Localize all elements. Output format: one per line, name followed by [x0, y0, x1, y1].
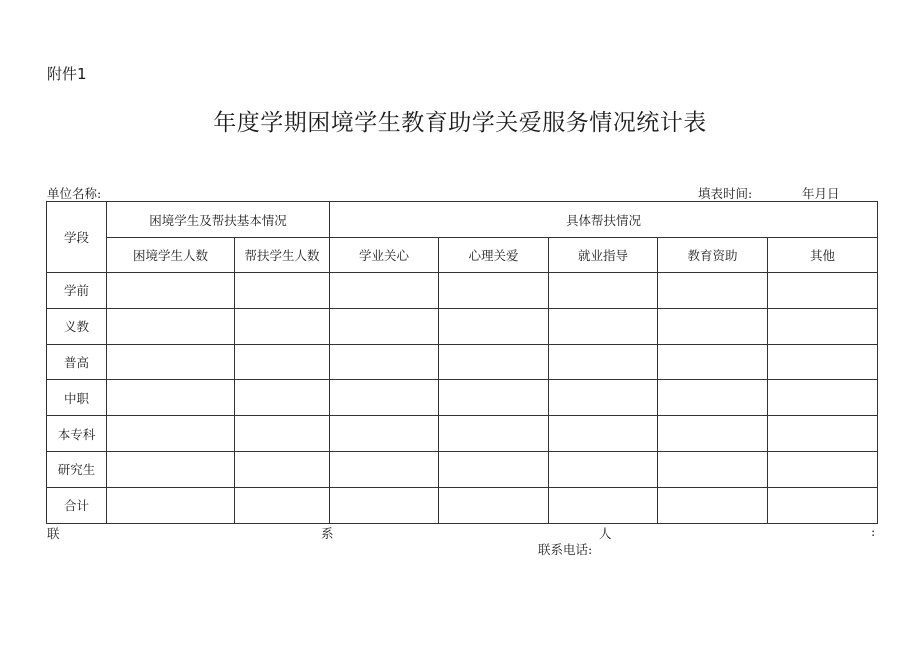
row-label: 中职: [47, 380, 107, 416]
unit-name-label: 单位名称:: [47, 186, 102, 201]
table-cell[interactable]: [768, 451, 878, 487]
table-cell[interactable]: [549, 273, 658, 309]
table-cell[interactable]: [549, 451, 658, 487]
row-label: 普高: [47, 344, 107, 380]
table-cell[interactable]: [107, 308, 235, 344]
table-row: [47, 487, 878, 523]
row-label: 学前: [47, 273, 107, 309]
table-row: [47, 308, 878, 344]
row-label: 本专科: [47, 416, 107, 452]
row-label: 研究生: [47, 451, 107, 487]
header-row-2: [47, 238, 878, 273]
table-cell[interactable]: [330, 308, 439, 344]
table-cell[interactable]: [658, 380, 768, 416]
table-cell[interactable]: [235, 416, 330, 452]
table-cell[interactable]: [768, 487, 878, 523]
table-cell[interactable]: [235, 380, 330, 416]
table-cell[interactable]: [768, 308, 878, 344]
table-cell[interactable]: [549, 416, 658, 452]
fill-time-label: 填表时间:: [698, 186, 753, 201]
table-row: [47, 273, 878, 309]
table-cell[interactable]: [549, 308, 658, 344]
table-cell[interactable]: [235, 344, 330, 380]
header-row-1: [47, 202, 878, 238]
table-row: [47, 416, 878, 452]
table-cell[interactable]: [768, 416, 878, 452]
table-cell[interactable]: [235, 308, 330, 344]
table-cell[interactable]: [439, 380, 549, 416]
row-label: 合计: [47, 487, 107, 523]
column-header: 就业指导: [549, 238, 658, 273]
table-cell[interactable]: [107, 273, 235, 309]
contact-char: :: [871, 524, 876, 539]
table-row: [47, 451, 878, 487]
column-header: 教育资助: [658, 238, 768, 273]
table-cell[interactable]: [439, 451, 549, 487]
column-header: 其他: [768, 238, 878, 273]
table-row: [47, 380, 878, 416]
table-cell[interactable]: [658, 273, 768, 309]
table-cell[interactable]: [658, 451, 768, 487]
table-cell[interactable]: [549, 380, 658, 416]
table-cell[interactable]: [330, 416, 439, 452]
table-cell[interactable]: [235, 451, 330, 487]
table-cell[interactable]: [439, 487, 549, 523]
page-title: 年度学期困境学生教育助学关爱服务情况统计表: [213, 110, 707, 136]
table-cell[interactable]: [439, 416, 549, 452]
stage-header: 学段: [47, 202, 107, 273]
table-cell[interactable]: [658, 416, 768, 452]
contact-person-line: [47, 524, 880, 540]
contact-char: 系: [321, 526, 334, 541]
table-cell[interactable]: [658, 344, 768, 380]
contact-char: 联: [47, 526, 60, 541]
contact-phone-label: 联系电话:: [538, 542, 593, 557]
table-cell[interactable]: [107, 487, 235, 523]
table-cell[interactable]: [549, 344, 658, 380]
date-label: 年月日: [802, 186, 840, 201]
table-cell[interactable]: [768, 273, 878, 309]
table-cell[interactable]: [658, 487, 768, 523]
table-cell[interactable]: [768, 380, 878, 416]
table-cell[interactable]: [107, 344, 235, 380]
table-cell[interactable]: [235, 487, 330, 523]
column-header: 学业关心: [330, 238, 439, 273]
statistics-table: [46, 201, 878, 524]
table-cell[interactable]: [658, 308, 768, 344]
table-cell[interactable]: [439, 308, 549, 344]
attachment-label: 附件1: [47, 65, 87, 83]
table-cell[interactable]: [330, 380, 439, 416]
group-header-specific: 具体帮扶情况: [330, 202, 878, 238]
row-label: 义教: [47, 308, 107, 344]
column-header: 心理关爱: [439, 238, 549, 273]
table-cell[interactable]: [107, 451, 235, 487]
table-cell[interactable]: [549, 487, 658, 523]
group-header-basic: 困境学生及帮扶基本情况: [107, 202, 330, 238]
column-header: 困境学生人数: [107, 238, 235, 273]
table-cell[interactable]: [768, 344, 878, 380]
column-header: 帮扶学生人数: [235, 238, 330, 273]
table-cell[interactable]: [330, 451, 439, 487]
table-cell[interactable]: [439, 273, 549, 309]
table-cell[interactable]: [439, 344, 549, 380]
table-cell[interactable]: [330, 487, 439, 523]
table-cell[interactable]: [330, 273, 439, 309]
table-row: [47, 344, 878, 380]
table-cell[interactable]: [330, 344, 439, 380]
contact-char: 人: [599, 526, 612, 541]
table-cell[interactable]: [107, 416, 235, 452]
table-cell[interactable]: [107, 380, 235, 416]
table-cell[interactable]: [235, 273, 330, 309]
